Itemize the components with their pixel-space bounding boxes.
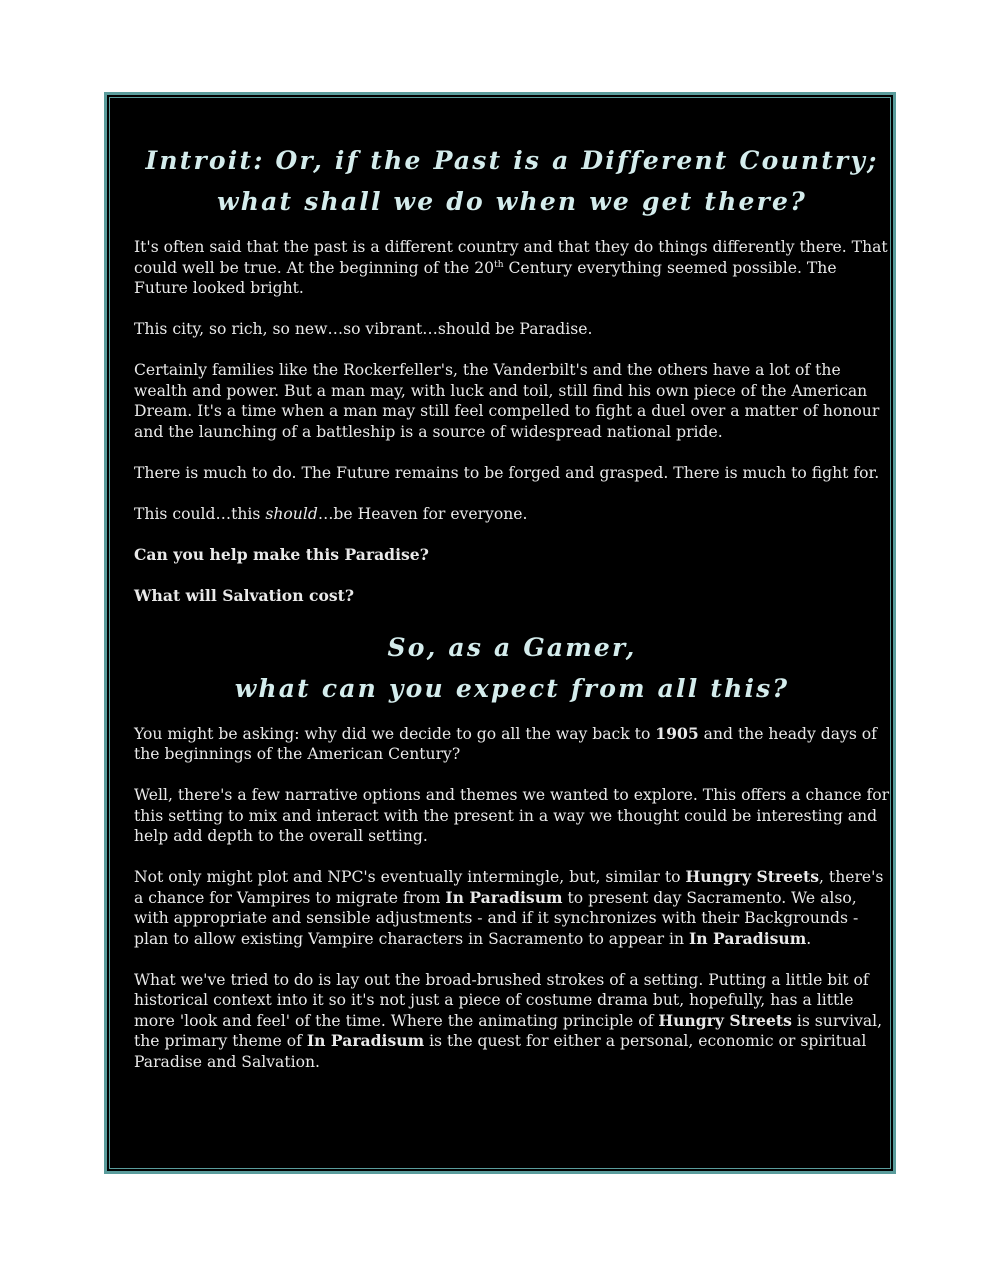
section2-p4-text-a: What we've tried to do is lay out the broad-brushed strokes of a setting. Putting a little bit of historical context into it so it's not just a piece of costume drama but, hopefully, has a little more 'look and feel' of the time. Where the animating principle of <box>134 970 869 1030</box>
section1-heading <box>134 98 890 222</box>
section2-p4-in-paradisum: In Paradisum <box>306 1031 425 1050</box>
section2-paragraph-3 <box>134 867 890 949</box>
section1-paragraph-2: This city, so rich, so new…so vibrant…should be Paradise. <box>134 320 593 338</box>
section2-p1-text-a: You might be asking: why did we decide to go all the way back to <box>134 724 656 743</box>
frame-border <box>107 95 893 1171</box>
section1-question-salvation: What will Salvation cost? <box>134 585 354 605</box>
section2-title-line2: what can you expect from all this? <box>234 673 790 703</box>
page-content <box>134 98 890 1093</box>
section1-p1-text-b: Century everything seemed possible. The Future looked bright. <box>134 258 837 297</box>
section2-p4-text-c: is the quest for either a personal, economic or spiritual Paradise and Salvation. <box>134 1032 867 1071</box>
section1-p5-text-b: …be Heaven for everyone. <box>317 504 528 523</box>
page-frame <box>104 92 896 1174</box>
section1-title-line1: Introit: Or, if the Past is a Different Country; <box>145 146 879 175</box>
section2-p3-text-b: , there's a chance for Vampires to migrate from <box>134 868 884 907</box>
section2-p1-text-b: and the heady days of the beginnings of the American Century? <box>134 724 877 763</box>
section1-paragraph-5 <box>134 504 890 525</box>
section1-p5-text-a: This could…this <box>134 504 266 523</box>
section2-paragraph-4 <box>134 970 890 1073</box>
section1-p5-emphasis: should <box>265 504 318 523</box>
section1-paragraph-1 <box>134 237 890 299</box>
section2-title-line1: So, as a Gamer, <box>387 632 637 662</box>
section2-p3-text-c: to present day Sacramento. We also, with appropriate and sensible adjustments - and if it synchronizes with their Backgrounds - plan to allow existing Vampire characters in Sacramento to appear in <box>134 888 859 948</box>
section2-p4-text-b: is survival, the primary theme of <box>134 1011 883 1050</box>
section1-paragraph-4: There is much to do. The Future remains to be forged and grasped. There is much to fight for. <box>134 463 880 482</box>
section2-p1-year: 1905 <box>655 723 699 743</box>
section2-p3-text-d: . <box>806 929 812 948</box>
section2-paragraph-2: Well, there's a few narrative options and themes we wanted to explore. This offers a chance for this setting to mix and interact with the present in a way we thought could be interesting and help add depth to the overall setting. <box>134 786 890 845</box>
section1-question-paradise: Can you help make this Paradise? <box>134 544 429 564</box>
section1-title-line2: what shall we do when we get there? <box>217 187 807 216</box>
section2-p4-hungry-streets: Hungry Streets <box>658 1010 792 1030</box>
section2-heading <box>134 627 890 709</box>
section2-p3-text-a: Not only might plot and NPC's eventually intermingle, but, similar to <box>134 868 686 886</box>
section1-p1-superscript: th <box>494 259 504 270</box>
section2-p3-in-paradisum-2: In Paradisum <box>689 928 807 948</box>
section2-p3-hungry-streets: Hungry Streets <box>685 867 820 886</box>
page-panel <box>109 97 891 1169</box>
section1-paragraph-3: Certainly families like the Rockerfeller's, the Vanderbilt's and the others have a lot of the wealth and power. But a man may, with luck and toil, still find his own piece of the American Dream. It's a time when a man may still feel compelled to fight a duel over a matter of honour and the launching of a battleship is a source of widespread national pride. <box>134 361 880 441</box>
section1-p1-text-a: It's often said that the past is a different country and that they do things differently there. That could well be true. At the beginning of the 20 <box>134 238 888 277</box>
section2-p3-in-paradisum: In Paradisum <box>445 887 563 907</box>
section2-paragraph-1 <box>134 724 890 765</box>
